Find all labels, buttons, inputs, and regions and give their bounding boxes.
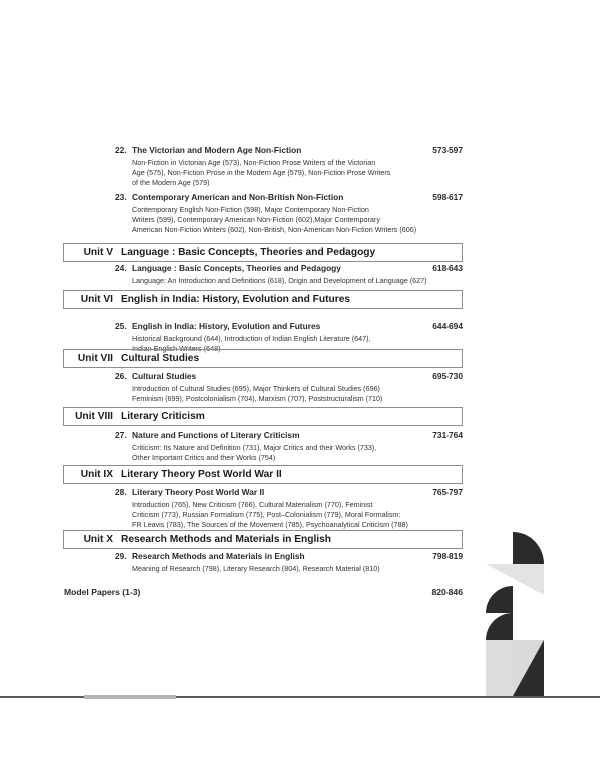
- unit-title: Cultural Studies: [121, 353, 200, 364]
- entry-description-line: Language: An Introduction and Definitions (618), Origin and Development of Language (627): [132, 276, 427, 285]
- entry-pages: 695-730: [432, 371, 463, 381]
- entry-number: 28.: [115, 487, 127, 497]
- unit-label: Unit VI: [80, 294, 113, 305]
- entry-description-line: Introduction of Cultural Studies (695), Major Thinkers of Cultural Studies (696): [132, 384, 380, 393]
- unit-title: Language : Basic Concepts, Theories and Pedagogy: [121, 247, 376, 258]
- unit-title: Literary Criticism: [121, 411, 205, 422]
- dark-semicircle-mid: [486, 586, 513, 613]
- entry-pages: 618-643: [432, 263, 463, 273]
- entry-number: 22.: [115, 145, 127, 155]
- entry-title: The Victorian and Modern Age Non-Fiction: [132, 145, 302, 155]
- unit-title: Literary Theory Post World War II: [121, 469, 282, 480]
- entry-title: Nature and Functions of Literary Criticism: [132, 430, 300, 440]
- entry-pages: 798-819: [432, 551, 463, 561]
- gray-triangle: [486, 564, 544, 595]
- entry-pages: 644-694: [432, 321, 463, 331]
- unit-label: Unit VIII: [75, 411, 113, 422]
- entry-title: Cultural Studies: [132, 371, 197, 381]
- unit-label: Unit X: [83, 534, 113, 545]
- entry-description-line: Meaning of Research (798), Literary Research (804), Research Material (810): [132, 564, 380, 573]
- unit-label: Unit VII: [77, 353, 113, 364]
- dark-semicircle-top: [513, 532, 544, 564]
- entry-number: 24.: [115, 263, 127, 273]
- entry-description-line: FR Leavis (783), The Sources of the Movement (785), Psychoanalytical Criticism (788): [132, 520, 408, 529]
- dark-semicircle-low: [486, 613, 513, 640]
- entry-description-line: Introduction (765), New Criticism (766), Cultural Materialism (770), Feminist: [132, 500, 373, 509]
- entry-title: Language : Basic Concepts, Theories and Pedagogy: [132, 263, 341, 273]
- model-papers-title: Model Papers (1-3): [64, 587, 141, 597]
- unit-title: Research Methods and Materials in English: [121, 534, 332, 545]
- entry-description-line: Writers (599), Contemporary American Non-Fiction (602),Major Contemporary: [132, 215, 380, 224]
- entry-description-line: American Non-Fiction Writers (602), Non-British, Non-American Non-Fiction Writers (606): [132, 225, 417, 234]
- unit-label: Unit V: [83, 247, 113, 258]
- light-block: [486, 640, 513, 696]
- footer-accent-bar: [84, 695, 176, 699]
- entry-description-line: Other Important Critics and their Works (754): [132, 453, 276, 462]
- model-papers-pages: 820-846: [431, 587, 463, 597]
- entry-number: 26.: [115, 371, 127, 381]
- entry-description-line: Non-Fiction in Victorian Age (573), Non-Fiction Prose Writers of the Victorian: [132, 158, 376, 167]
- entry-number: 27.: [115, 430, 127, 440]
- entry-description-line: Contemporary English Non-Fiction (598), Major Contemporary Non-Fiction: [132, 205, 369, 214]
- unit-title: English in India: History, Evolution and Futures: [121, 294, 351, 305]
- entry-title: Research Methods and Materials in English: [132, 551, 305, 561]
- entry-description-line: Criticism: Its Nature and Definition (731), Major Critics and their Works (733),: [132, 443, 377, 452]
- entry-title: Contemporary American and Non-British Non-Fiction: [132, 192, 344, 202]
- entry-number: 25.: [115, 321, 127, 331]
- entry-description-line: Age (575), Non-Fiction Prose in the Modern Age (579), Non-Fiction Prose Writers: [132, 168, 391, 177]
- entry-pages: 598-617: [432, 192, 463, 202]
- entry-number: 29.: [115, 551, 127, 561]
- entry-description-line: Historical Background (644), Introduction of Indian English Literature (647),: [132, 334, 371, 343]
- entry-title: Literary Theory Post World War II: [132, 487, 265, 497]
- entry-description-line: of the Modern Age (579): [132, 178, 210, 187]
- entry-pages: 573-597: [432, 145, 463, 155]
- entry-pages: 731-764: [432, 430, 463, 440]
- entry-description-line: Criticism (773), Russian Formalism (775), Post–Colonialism (779), Moral Formalism:: [132, 510, 401, 519]
- entry-pages: 765-797: [432, 487, 463, 497]
- entry-title: English in India: History, Evolution and Futures: [132, 321, 321, 331]
- entry-description-line: Indian English Writers (648): [132, 344, 221, 353]
- entry-description-line: Feminism (699), Postcolonialism (704), Marxism (707), Poststructuralism (710): [132, 394, 383, 403]
- entry-number: 23.: [115, 192, 127, 202]
- unit-label: Unit IX: [80, 469, 113, 480]
